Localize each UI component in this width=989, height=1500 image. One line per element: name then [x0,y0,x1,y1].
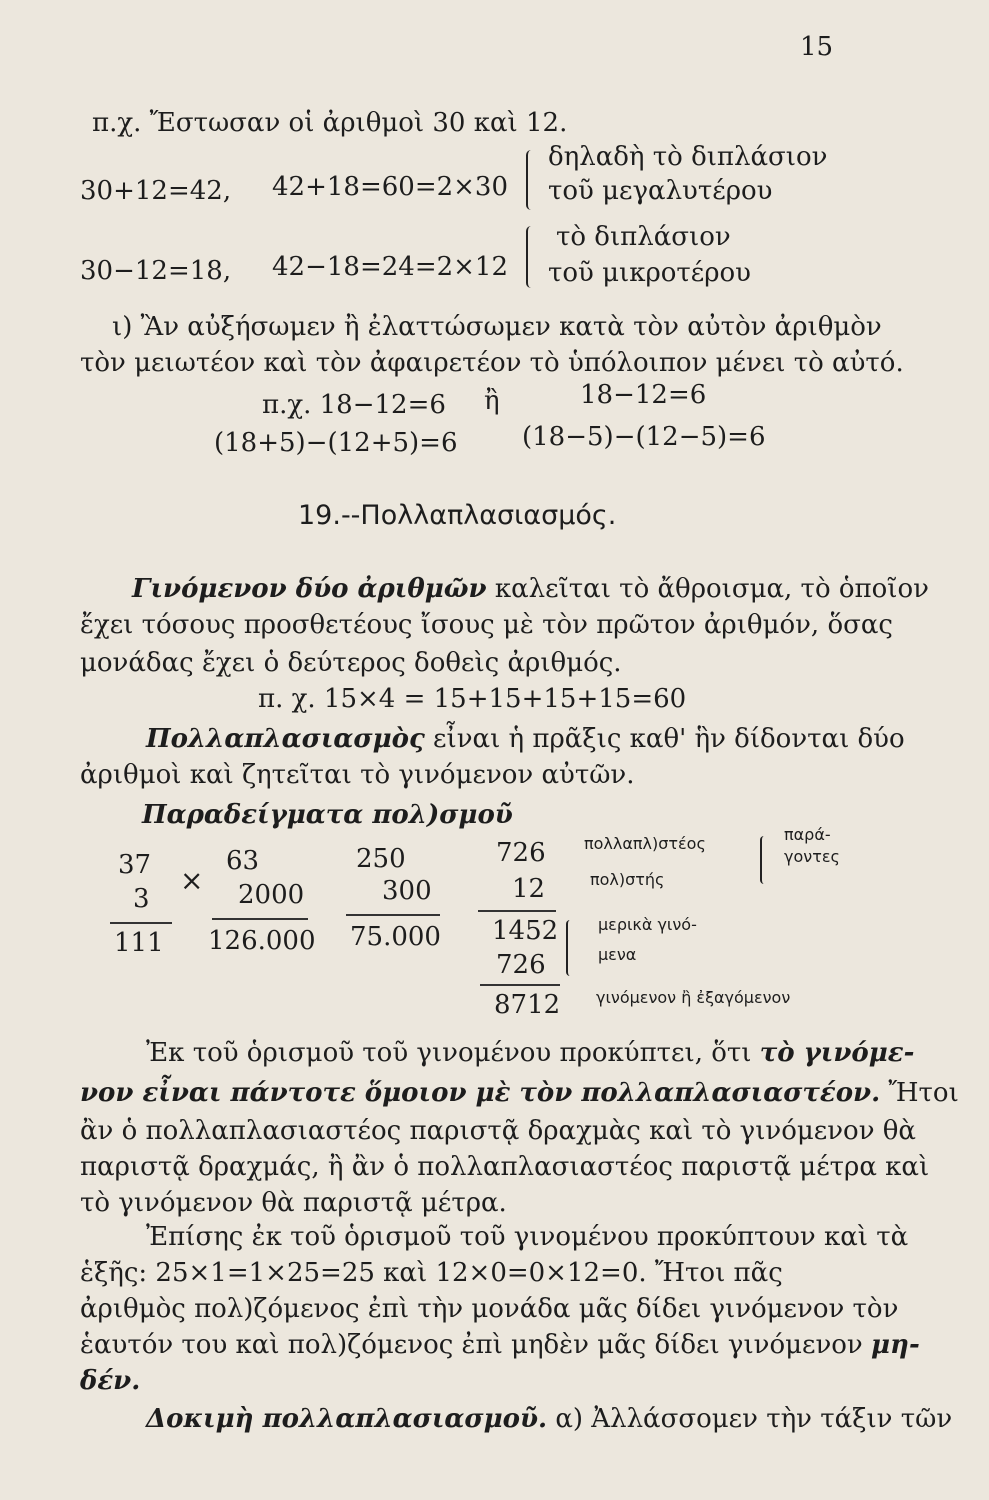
example2-left: 30−12=18, [80,256,232,286]
multiplication-def-rest: εἶναι ἡ πρᾶξις καθ' ἣν δίδονται δύο [433,724,905,754]
definition-line3: μονάδας ἔχει ὁ δεύτερος δοθεὶς ἀριθμός. [80,648,622,678]
example2-note2: τοῦ μικροτέρου [548,258,751,288]
factors-brace [760,836,768,884]
label-partials: μερικὰ γινό- μενα [598,915,697,964]
ex2-b: 2000 [238,880,305,910]
para1-line1-a: Ἐκ τοῦ ὁρισμοῦ τοῦ γινομένου προκύπτει, ὅτι [146,1038,752,1068]
ex3-a: 250 [356,844,406,874]
multiplication-def-line1 [146,724,905,754]
para1-line1-b: τὸ γινόμε- [759,1038,915,1068]
ex4-rule1 [478,910,556,912]
rule-i-example-a: π.χ. 18−12=6 [262,390,446,420]
ex1-b: 3 [133,884,150,914]
definition-line1-rest: καλεῖται τὸ ἄθροισμα, τὸ ὁποῖον [494,574,929,604]
ex4-partial2: 726 [496,950,546,980]
definition-line2: ἔχει τόσους προσθετέους ἴσους μὲ τὸν πρῶτον ἀριθμόν, ὅσας [80,610,893,640]
partials-brace [566,920,574,976]
ex4-a: 726 [496,838,546,868]
label-multiplier: πολ)στής [590,870,665,889]
example2-note1: τὸ διπλάσιον [556,222,731,252]
proof-term: Δοκιμὴ πολλαπλασιασμοῦ. [146,1404,548,1434]
proof-line [146,1404,952,1434]
definition-example: π. χ. 15×4 = 15+15+15+15=60 [258,684,687,714]
rule-i-example-c: (18+5)−(12+5)=6 [214,428,458,458]
para1-line2 [80,1078,959,1108]
label-multiplicand: πολλαπλ)στέος [584,834,706,853]
rule-i-example-b: 18−12=6 [580,380,707,410]
para1-line2-b: Ἤτοι [888,1078,959,1108]
label-product: γινόμενον ἢ ἐξαγόμενον [596,988,791,1007]
para1-line5: τὸ γινόμενον θὰ παριστᾷ μέτρα. [80,1188,507,1218]
ex3-result: 75.000 [350,922,441,952]
multiplication-term: Πολλαπλασιασμὸς [146,724,425,754]
example1-left: 30+12=42, [80,176,232,206]
rule-i-line2: τὸν μειωτέον καὶ τὸν ἀφαιρετέον τὸ ὑπόλοιπον μένει τὸ αὐτό. [80,348,904,378]
ex1-result: 111 [114,928,164,958]
ex3-rule [346,914,440,916]
rule-i-example-d: (18−5)−(12−5)=6 [522,422,766,452]
para1-line4: παριστᾷ δραχμάς, ἢ ἂν ὁ πολλαπλασιαστέος παριστᾷ μέτρα καὶ [80,1152,930,1182]
intro-line: π.χ. Ἔστωσαν οἱ ἀριθμοὶ 30 καὶ 12. [92,108,568,138]
ex2-rule [212,918,308,920]
para2-line4 [80,1330,920,1360]
definition-line1 [132,574,929,604]
example1-note2: τοῦ μεγαλυτέρου [548,176,773,206]
para1-line1 [146,1038,914,1068]
para2-line4-a: ἑαυτόν του καὶ πολ)ζόμενος ἐπὶ μηδὲν μᾶς δίδει γινόμενον [80,1330,863,1360]
ex2-a: 63 [226,846,260,876]
definition-term: Γινόμενον δύο ἀριθμῶν [132,574,487,604]
section-title: 19.--Πολλαπλασιασμός. [298,500,617,531]
ex1-a: 37 [118,850,152,880]
example1-right: 42+18=60=2×30 [272,172,509,202]
examples-heading: Παραδείγματα πολ)σμοῦ [142,800,513,830]
rule-i-line1: ι) Ἂν αὐξήσωμεν ἢ ἐλαττώσωμεν κατὰ τὸν αὐτὸν ἀριθμὸν [112,312,882,342]
example2-right: 42−18=24=2×12 [272,252,509,282]
ex4-b: 12 [512,874,546,904]
para2-line3: ἀριθμὸς πολ)ζόμενος ἐπὶ τὴν μονάδα μᾶς δίδει γινόμενον τὸν [80,1294,899,1324]
ex2-result: 126.000 [208,926,316,956]
ex4-rule2 [480,984,560,986]
para2-line1: Ἐπίσης ἐκ τοῦ ὁρισμοῦ τοῦ γινομένου προκύπτουν καὶ τὰ [146,1222,909,1252]
ex1-rule [110,922,172,924]
example1-note1: δηλαδὴ τὸ διπλάσιον [548,142,828,172]
rule-i-example-or: ἢ [484,386,500,416]
brace-2 [526,226,536,288]
para2-line5: δέν. [80,1366,141,1396]
times-sign: × [180,864,204,897]
ex4-result: 8712 [494,990,561,1020]
proof-rest: α) Ἀλλάσσομεν τὴν τάξιν τῶν [555,1404,953,1434]
brace-1 [526,150,536,210]
multiplication-def-line2: ἀριθμοὶ καὶ ζητεῖται τὸ γινόμενον αὐτῶν. [80,760,635,790]
ex4-partial1: 1452 [492,916,559,946]
label-factors: παρά- γοντες [784,825,840,866]
para1-line2-a: νον εἶναι πάντοτε ὅμοιον μὲ τὸν πολλαπλασιαστέον. [80,1078,881,1108]
para2-line2: ἑξῆς: 25×1=1×25=25 καὶ 12×0=0×12=0. Ἤτοι πᾶς [80,1258,783,1288]
ex3-b: 300 [382,876,432,906]
page-number: 15 [800,32,834,62]
para2-line4-b: μη- [871,1330,920,1360]
para1-line3: ἂν ὁ πολλαπλασιαστέος παριστᾷ δραχμὰς καὶ τὸ γινόμενον θὰ [80,1116,916,1146]
